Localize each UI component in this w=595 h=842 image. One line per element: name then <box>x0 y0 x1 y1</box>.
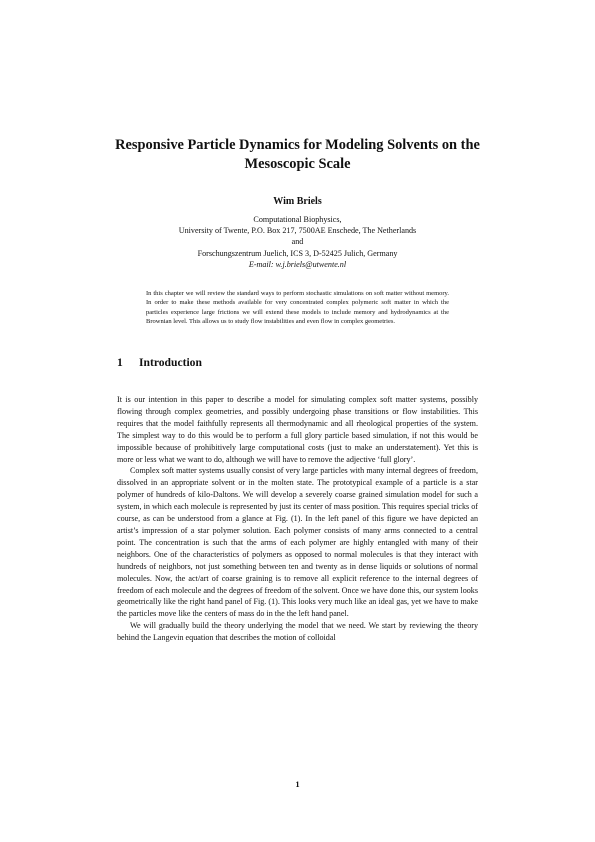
paragraph: Complex soft matter systems usually consist of very large particles with many internal degrees of freedom, dissolved in an appropriate solvent or in the molten state. The prototypical example of a particle is a star polymer of hundreds of kilo-Daltons. We will develop a severely coarse grained simulation model for such a system, in which each molecule is represented by just its center of mass position. This requires special tricks of course, as can be understood from a glance at Fig. (1). In the left panel of this figure we have depicted an artist’s impression of a star polymer solution. Each polymer consists of many arms connected to a central point. The concentration is such that the arms of each polymer are highly entangled with many of their neighbors. One of the characteristics of polymers as opposed to normal molecules is that they interact with hundreds of neighbors, not just something between ten and twenty as in dense liquids or solutions of normal molecules. Now, the act/art of coarse graining is to remove all explicit reference to the internal degrees of freedom of each molecule and the degrees of freedom of the solvent. Once we have done this, our system looks geometrically like the right hand panel of Fig. (1). This looks very much like an ideal gas, yet we have to make the particles move like the centers of mass do in the the left hand panel. <box>117 466 478 619</box>
paragraph: We will gradually build the theory underlying the model that we need. We start by reviewing the theory behind the Langevin equation that describes the motion of colloidal <box>117 621 478 643</box>
affiliation-line: Computational Biophysics, <box>253 215 342 224</box>
section-title: Introduction <box>139 356 202 369</box>
abstract: In this chapter we will review the standard ways to perform stochastic simulations on soft matter without memory. In order to make these methods available for very concentrated complex polymeric soft matter in which the particles experience large frictions we will extend these models to include memory and hydrodynamics at the Brownian level. This allows us to study flow instabilities and even flow in complex geometries. <box>146 290 449 326</box>
affiliation-line: and <box>291 237 304 247</box>
page-number: 1 <box>295 779 300 789</box>
author-email: E-mail: w.j.briels@utwente.nl <box>248 259 347 269</box>
section-heading <box>117 356 202 370</box>
body-text <box>117 394 478 644</box>
paragraph: It is our intention in this paper to describe a model for simulating complex soft matter systems, possibly flowing through complex geometries, and possibly undergoing phase transitions or flow instabilities. This requires that the model faithfully represents all thermodynamic and all rheological properties of the system. The simplest way to do this would be to perform a full glory particle based simulation, if not this would be impossible because of prohibitively large computational costs (just to make an understatement). Yet this is more or less what we want to do, although we will have to remove the adjective ‘full glory’. <box>117 395 478 464</box>
affiliation-block <box>60 214 535 270</box>
affiliation-line: Forschungszentrum Juelich, ICS 3, D-52425 Julich, Germany <box>197 248 398 258</box>
author-name: Wim Briels <box>273 196 322 207</box>
affiliation-line: University of Twente, P.O. Box 217, 7500AE Enschede, The Netherlands <box>178 226 417 236</box>
paper-title: Responsive Particle Dynamics for Modeling Solvents on the Mesoscopic Scale <box>115 137 480 172</box>
section-number: 1 <box>117 356 123 369</box>
